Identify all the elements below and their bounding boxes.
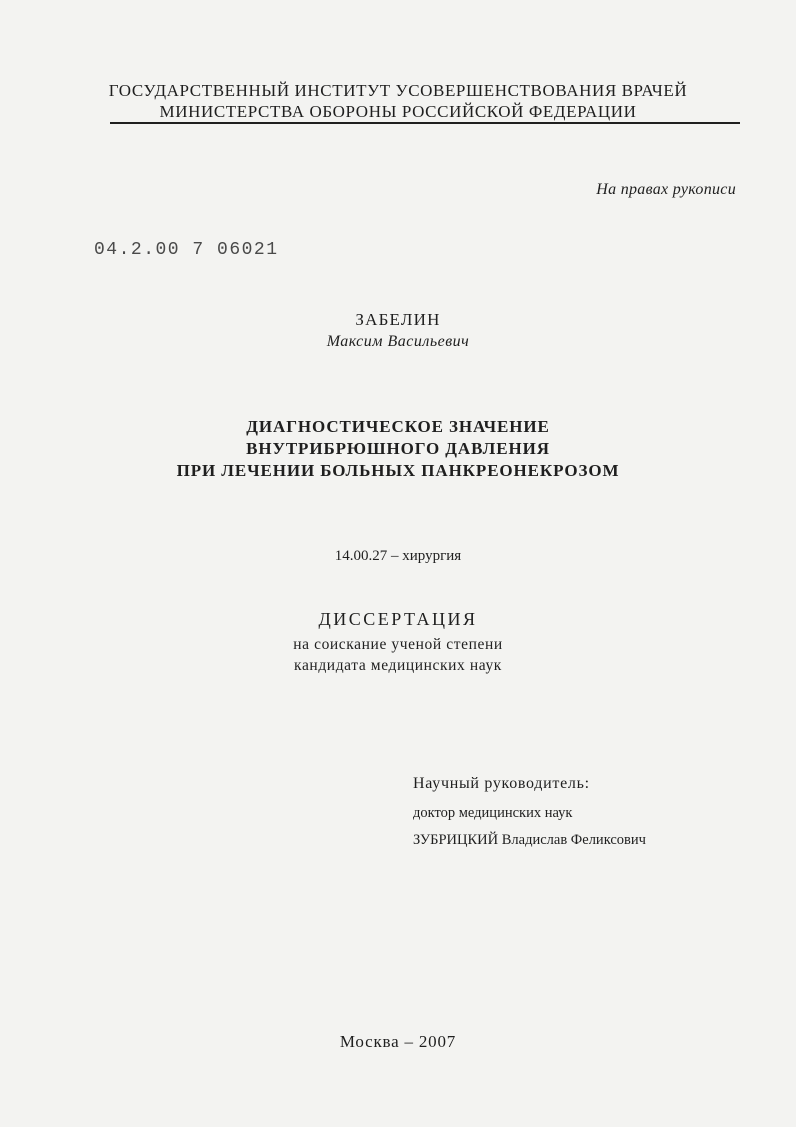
degree-line-1: на соискание ученой степени (293, 636, 503, 653)
header-divider (110, 122, 740, 124)
institution-line-1: ГОСУДАРСТВЕННЫЙ ИНСТИТУТ УСОВЕРШЕНСТВОВАНИЯ ВРАЧЕЙ (108, 81, 688, 100)
author-surname: ЗАБЕЛИН (355, 310, 441, 329)
title-line-3: ПРИ ЛЕЧЕНИИ БОЛЬНЫХ ПАНКРЕОНЕКРОЗОМ (176, 461, 620, 480)
degree-statement (0, 634, 796, 676)
supervisor-degree: доктор медицинских наук (413, 805, 573, 821)
document-type: ДИССЕРТАЦИЯ (318, 609, 478, 629)
manuscript-note: На правах рукописи (596, 181, 736, 198)
dissertation-title (0, 416, 796, 482)
title-line-1: ДИАГНОСТИЧЕСКОЕ ЗНАЧЕНИЕ (246, 417, 550, 436)
supervisor-block (413, 775, 646, 849)
catalog-number-stamp: 04.2.00 7 06021 (94, 240, 279, 260)
specialty-code: 14.00.27 – хирургия (334, 548, 462, 564)
author-given-names: Максим Васильевич (326, 333, 470, 350)
institution-header (60, 80, 736, 122)
supervisor-role: Научный руководитель: (413, 775, 590, 792)
supervisor-name: ЗУБРИЦКИЙ Владислав Феликсович (413, 832, 646, 848)
institution-line-2: МИНИСТЕРСТВА ОБОРОНЫ РОССИЙСКОЙ ФЕДЕРАЦИИ (159, 102, 637, 121)
city-year: Москва – 2007 (339, 1032, 457, 1051)
title-line-2: ВНУТРИБРЮШНОГО ДАВЛЕНИЯ (246, 439, 550, 458)
degree-line-2: кандидата медицинских наук (294, 657, 502, 674)
